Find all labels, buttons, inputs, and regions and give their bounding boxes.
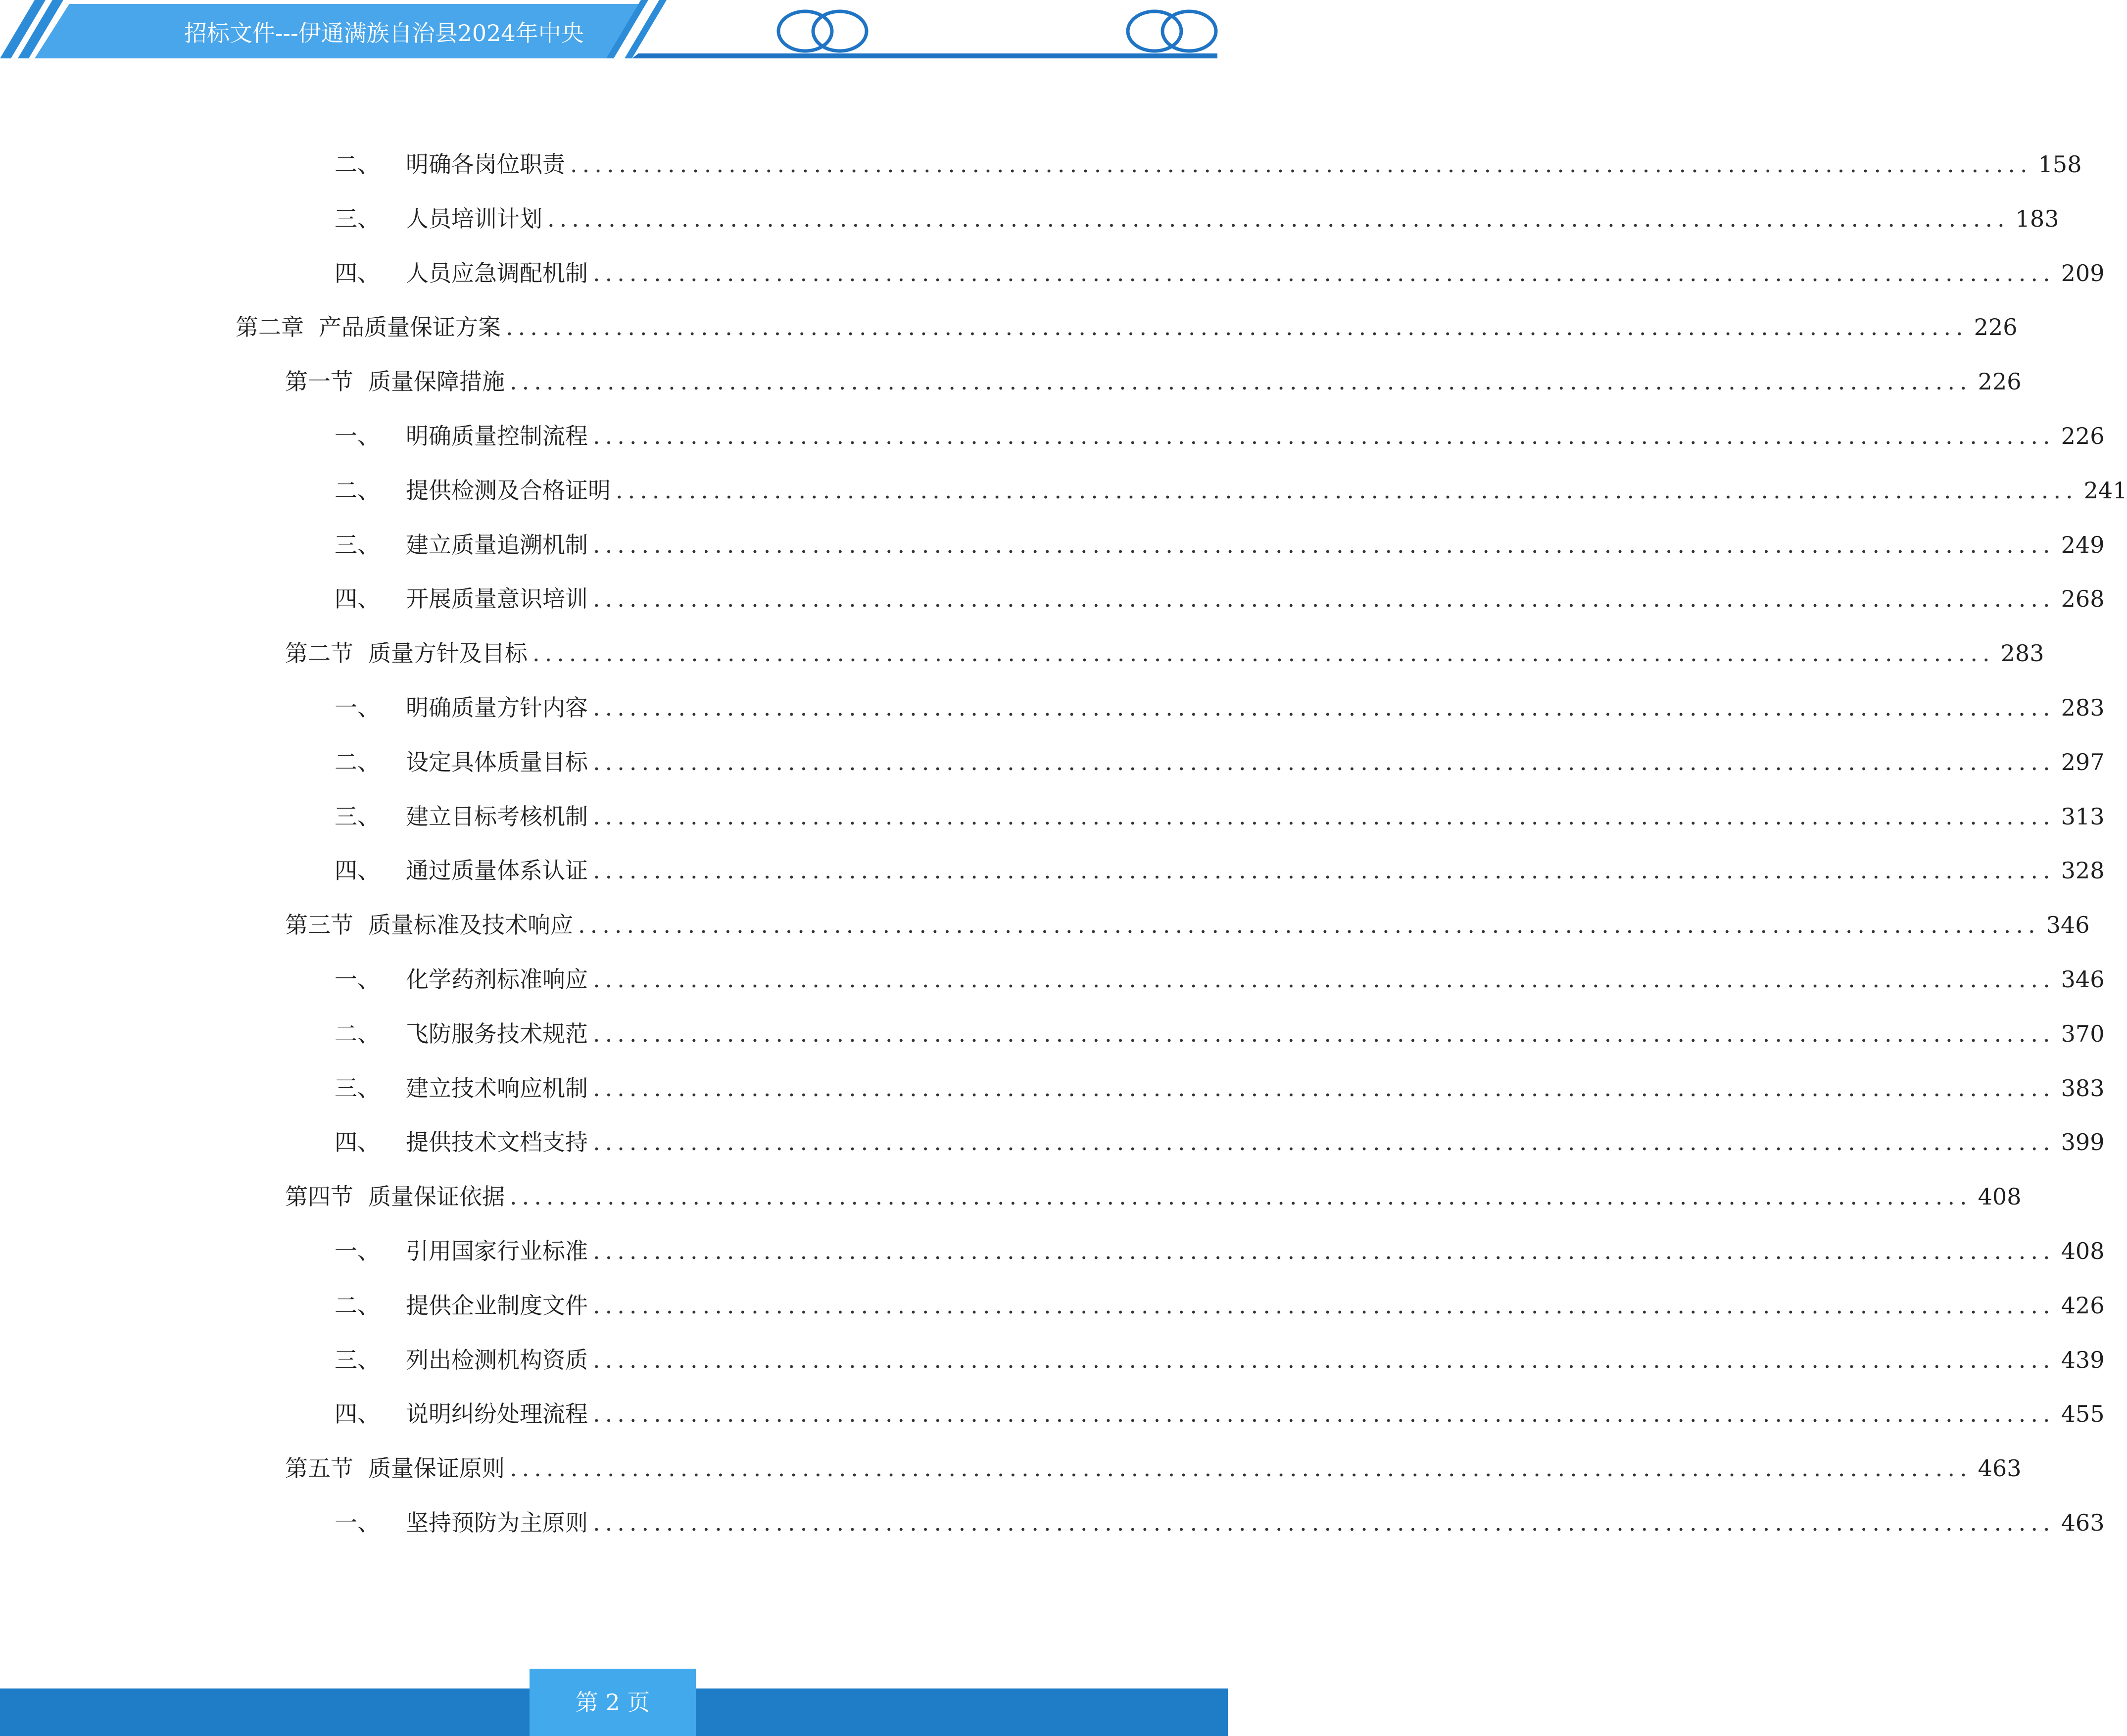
toc-entry[interactable] [335, 1286, 2105, 1325]
toc-dot-leader: ........................................................................................................................ [593, 1347, 2055, 1373]
toc-entry[interactable] [335, 688, 2105, 727]
toc-entry[interactable] [335, 960, 2105, 999]
toc-entry-page: 439 [2061, 1347, 2105, 1373]
toc-entry-title: 说明纠纷处理流程 [406, 1400, 588, 1427]
toc-entry-title: 提供技术文档支持 [406, 1129, 588, 1156]
toc-entry-number: 第三节 [285, 912, 353, 938]
toc-dot-leader: ........................................................................................................................ [547, 205, 2010, 232]
toc-entry[interactable] [335, 471, 2127, 510]
header-title: 招标文件---伊通满族自治县2024年中央 [184, 20, 584, 47]
toc-entry-number: 一、 [335, 1238, 380, 1264]
toc-entry-title: 坚持预防为主原则 [406, 1509, 588, 1536]
toc-entry-title: 通过质量体系认证 [406, 857, 588, 884]
toc-dot-leader: ........................................................................................................................ [593, 1509, 2055, 1536]
toc-entry-page: 226 [1974, 314, 2018, 340]
toc-entry-page: 297 [2061, 749, 2105, 775]
toc-entry-page: 383 [2061, 1075, 2105, 1102]
toc-entry[interactable] [335, 579, 2105, 619]
toc-dot-leader: ........................................................................................................................ [570, 151, 2032, 178]
toc-entry[interactable] [285, 362, 2022, 401]
toc-entry-number: 三、 [335, 531, 380, 558]
toc-entry-number: 第一节 [285, 368, 353, 395]
toc-entry-page: 283 [2000, 640, 2044, 667]
toc-entry[interactable] [335, 253, 2105, 293]
toc-entry-title: 质量方针及目标 [368, 640, 528, 667]
toc-entry-page: 463 [1978, 1455, 2022, 1482]
toc-dot-leader: ........................................................................................................................ [593, 803, 2055, 830]
toc-entry-page: 313 [2061, 803, 2105, 830]
toc-entry-number: 第二节 [285, 640, 353, 667]
toc-entry-number: 四、 [335, 585, 380, 612]
toc-entry[interactable] [285, 1448, 2022, 1488]
toc-entry-page: 346 [2061, 966, 2105, 993]
toc-entry-number: 三、 [335, 205, 380, 232]
toc-entry-title: 质量保障措施 [368, 368, 505, 395]
toc-entry-page: 328 [2061, 857, 2105, 884]
toc-entry-page: 249 [2061, 531, 2105, 558]
toc-entry[interactable] [335, 1122, 2105, 1162]
page-number: 第 2 页 [530, 1669, 696, 1736]
toc-dot-leader: ........................................................................................................................ [578, 912, 2040, 938]
toc-entry-number: 一、 [335, 423, 380, 449]
toc-dot-leader: ........................................................................................................................ [510, 368, 1972, 395]
toc-entry-number: 四、 [335, 857, 380, 884]
toc-entry-page: 283 [2061, 694, 2105, 721]
toc-entry[interactable] [335, 1503, 2105, 1543]
toc-dot-leader: ........................................................................................................................ [593, 1292, 2055, 1319]
toc-entry[interactable] [335, 797, 2105, 836]
toc-dot-leader: ........................................................................................................................ [593, 966, 2055, 993]
toc-entry-number: 一、 [335, 966, 380, 993]
toc-entry-title: 质量保证依据 [368, 1183, 505, 1210]
toc-entry-title: 开展质量意识培训 [406, 585, 588, 612]
toc-entry-page: 370 [2061, 1020, 2105, 1047]
toc-entry[interactable] [335, 1340, 2105, 1380]
toc-entry-title: 列出检测机构资质 [406, 1347, 588, 1373]
toc-entry-title: 设定具体质量目标 [406, 749, 588, 775]
toc-entry-title: 建立质量追溯机制 [406, 531, 588, 558]
toc-entry-number: 四、 [335, 1129, 380, 1156]
toc-entry[interactable] [236, 307, 2018, 347]
toc-entry-title: 质量标准及技术响应 [368, 912, 573, 938]
toc-dot-leader: ........................................................................................................................ [593, 1020, 2055, 1047]
toc-entry[interactable] [335, 416, 2105, 456]
toc-entry-number: 一、 [335, 1509, 380, 1536]
toc-entry-number: 四、 [335, 260, 380, 287]
toc-dot-leader: ........................................................................................................................ [593, 749, 2055, 775]
toc-entry-number: 第二章 [236, 314, 304, 340]
toc-entry-number: 二、 [335, 1020, 380, 1047]
toc-entry-number: 第四节 [285, 1183, 353, 1210]
toc-entry-title: 提供企业制度文件 [406, 1292, 588, 1319]
toc-entry[interactable] [335, 199, 2059, 239]
page-header [0, 0, 1228, 64]
toc-dot-leader: ........................................................................................................................ [593, 531, 2055, 558]
toc-entry-number: 二、 [335, 151, 380, 178]
toc-dot-leader: ........................................................................................................................ [593, 1075, 2055, 1102]
toc-entry[interactable] [335, 525, 2105, 565]
toc-entry-number: 二、 [335, 749, 380, 775]
toc-entry-page: 426 [2061, 1292, 2105, 1319]
toc-entry-title: 建立目标考核机制 [406, 803, 588, 830]
toc-entry-title: 产品质量保证方案 [319, 314, 501, 340]
toc-entry[interactable] [285, 1177, 2022, 1216]
toc-dot-leader: ........................................................................................................................ [593, 423, 2055, 449]
toc-entry-page: 455 [2061, 1400, 2105, 1427]
toc-entry-title: 飞防服务技术规范 [406, 1020, 588, 1047]
toc-entry-page: 408 [2061, 1238, 2105, 1264]
toc-dot-leader: ........................................................................................................................ [593, 260, 2055, 287]
toc-entry-page: 268 [2061, 585, 2105, 612]
toc-dot-leader: ........................................................................................................................ [593, 857, 2055, 884]
toc-dot-leader: ........................................................................................................................ [616, 477, 2078, 504]
toc-entry-title: 提供检测及合格证明 [406, 477, 611, 504]
toc-entry-number: 三、 [335, 1075, 380, 1102]
toc-entry-page: 209 [2061, 260, 2105, 287]
toc-dot-leader: ........................................................................................................................ [510, 1455, 1972, 1482]
toc-entry-page: 241 [2083, 477, 2127, 504]
toc-entry-page: 408 [1978, 1183, 2022, 1210]
toc-entry-title: 建立技术响应机制 [406, 1075, 588, 1102]
toc-entry-title: 人员应急调配机制 [406, 260, 588, 287]
toc-entry[interactable] [335, 1068, 2105, 1108]
toc-entry[interactable] [285, 633, 2044, 673]
toc-entry-title: 明确质量方针内容 [406, 694, 588, 721]
toc-entry-number: 二、 [335, 477, 380, 504]
toc-dot-leader: ........................................................................................................................ [532, 640, 1995, 667]
toc-entry-title: 化学药剂标准响应 [406, 966, 588, 993]
toc-entry[interactable] [335, 851, 2105, 890]
toc-dot-leader: ........................................................................................................................ [593, 585, 2055, 612]
toc-entry-page: 399 [2061, 1129, 2105, 1156]
toc-entry-title: 引用国家行业标准 [406, 1238, 588, 1264]
toc-entry[interactable] [285, 905, 2090, 945]
toc-entry-page: 226 [2061, 423, 2105, 449]
toc-entry-number: 第五节 [285, 1455, 353, 1482]
toc-entry-title: 人员培训计划 [406, 205, 542, 232]
toc-entry[interactable] [335, 1394, 2105, 1434]
toc-entry-title: 明确各岗位职责 [406, 151, 565, 178]
toc-entry-number: 一、 [335, 694, 380, 721]
toc-dot-leader: ........................................................................................................................ [506, 314, 1968, 340]
toc-dot-leader: ........................................................................................................................ [593, 694, 2055, 721]
toc-entry[interactable] [335, 1014, 2105, 1054]
toc-entry[interactable] [335, 1231, 2105, 1271]
toc-entry-page: 158 [2038, 151, 2082, 178]
toc-dot-leader: ........................................................................................................................ [593, 1129, 2055, 1156]
toc-entry-title: 质量保证原则 [368, 1455, 505, 1482]
toc-dot-leader: ........................................................................................................................ [593, 1400, 2055, 1427]
toc-entry[interactable] [335, 145, 2082, 184]
toc-entry-number: 二、 [335, 1292, 380, 1319]
toc-entry-page: 463 [2061, 1509, 2105, 1536]
toc-entry-number: 三、 [335, 803, 380, 830]
toc-entry-number: 四、 [335, 1400, 380, 1427]
toc-entry-page: 226 [1978, 368, 2022, 395]
toc-entry[interactable] [335, 742, 2105, 782]
toc-dot-leader: ........................................................................................................................ [593, 1238, 2055, 1264]
toc-entry-number: 三、 [335, 1347, 380, 1373]
toc-entry-title: 明确质量控制流程 [406, 423, 588, 449]
toc-entry-page: 183 [2015, 205, 2059, 232]
toc-dot-leader: ........................................................................................................................ [510, 1183, 1972, 1210]
toc-entry-page: 346 [2046, 912, 2090, 938]
